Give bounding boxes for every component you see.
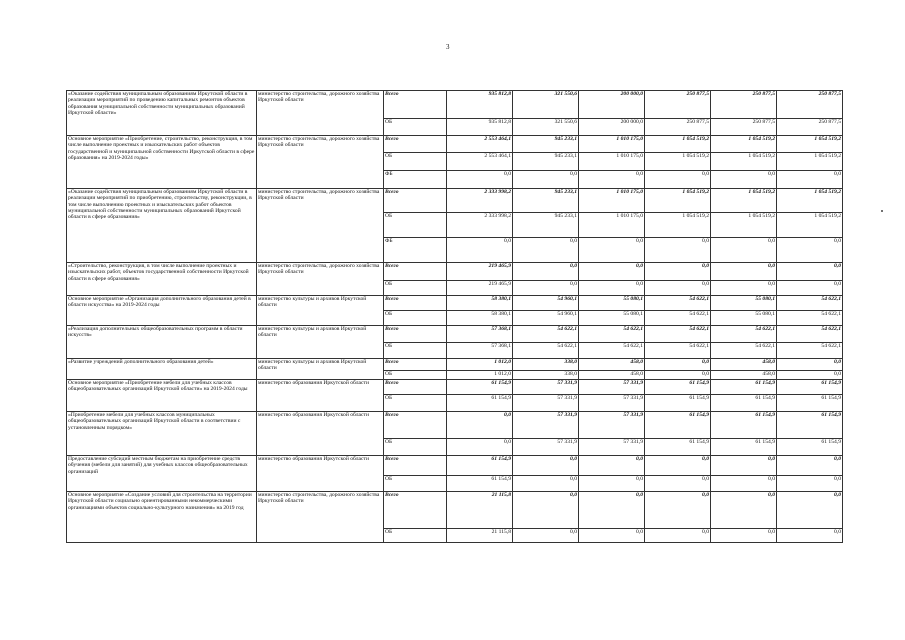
responsible-cell: министерство культуры и архивов Иркутской области	[257, 326, 384, 359]
amount-cell: 1 054 519,2	[711, 213, 777, 238]
amount-cell: 0,0	[579, 492, 645, 529]
responsible-cell: министерство строительства, дорожного хозяйства Иркутской области	[257, 263, 384, 296]
amount-cell: 61 154,9	[777, 380, 843, 395]
amount-cell: 55 080,1	[579, 311, 645, 326]
funding-source-cell: ФБ	[384, 238, 447, 263]
amount-cell: 0,0	[579, 263, 645, 281]
amount-cell: 250 877,5	[645, 119, 711, 136]
amount-cell: 1 054 519,2	[777, 136, 843, 153]
amount-cell: 1 054 519,2	[645, 189, 711, 213]
amount-cell: 0,0	[513, 281, 579, 296]
amount-cell: 61 154,9	[777, 412, 843, 439]
amount-cell: 54 622,1	[645, 326, 711, 343]
amount-cell: 61 154,9	[447, 456, 513, 476]
funding-source-cell: ОБ	[384, 371, 447, 380]
amount-cell: 935 812,8	[447, 91, 513, 119]
amount-cell: 0,0	[579, 238, 645, 263]
amount-cell: 0,0	[579, 529, 645, 543]
amount-cell: 61 154,9	[645, 439, 711, 456]
amount-cell: 1 054 519,2	[777, 153, 843, 171]
responsible-cell: министерство образования Иркутской области	[257, 456, 384, 492]
amount-cell: 57 331,9	[513, 395, 579, 412]
table-row	[67, 296, 843, 311]
amount-cell: 1 012,0	[447, 371, 513, 380]
amount-cell: 61 154,9	[645, 380, 711, 395]
amount-cell: 57 331,9	[513, 380, 579, 395]
table-row	[67, 91, 843, 119]
amount-cell: 219 465,9	[447, 263, 513, 281]
amount-cell: 0,0	[579, 171, 645, 189]
amount-cell: 0,0	[777, 171, 843, 189]
amount-cell: 1 010 175,0	[579, 189, 645, 213]
amount-cell: 0,0	[645, 529, 711, 543]
activity-name-cell: «Оказание содействия муниципальным образованиям Иркутской области в реализации мероприятий по приобретению, строительству, реконструкции, в том числе выполнению проектных и изыскательских работ объектов муниципальной собственности муниципальных образований Иркутской области в сфере образования»	[67, 189, 257, 263]
activity-name-cell: «Приобретение мебели для учебных классов муниципальных общеобразовательных организаций Иркутской области в соответствии с установленным порядком»	[67, 412, 257, 456]
amount-cell: 321 550,6	[513, 91, 579, 119]
amount-cell: 945 233,1	[513, 153, 579, 171]
amount-cell: 0,0	[777, 456, 843, 476]
funding-source-cell: Всего	[384, 412, 447, 439]
amount-cell: 0,0	[645, 238, 711, 263]
table-row	[67, 326, 843, 343]
amount-cell: 458,0	[711, 371, 777, 380]
activity-name-cell: Основное мероприятие «Организация дополнительного образования детей в области искусства» на 2019-2024 годы	[67, 296, 257, 326]
amount-cell: 54 622,1	[645, 311, 711, 326]
amount-cell: 57 368,1	[447, 326, 513, 343]
amount-cell: 945 233,1	[513, 189, 579, 213]
amount-cell: 57 331,9	[579, 395, 645, 412]
amount-cell: 61 154,9	[645, 395, 711, 412]
amount-cell: 0,0	[447, 412, 513, 439]
amount-cell: 0,0	[777, 359, 843, 371]
amount-cell: 0,0	[777, 238, 843, 263]
amount-cell: 0,0	[645, 371, 711, 380]
responsible-cell: министерство строительства, дорожного хозяйства Иркутской области	[257, 91, 384, 136]
amount-cell: 945 233,1	[513, 213, 579, 238]
amount-cell: 61 154,9	[711, 395, 777, 412]
responsible-cell: министерство строительства, дорожного хозяйства Иркутской области	[257, 189, 384, 263]
amount-cell: 0,0	[777, 281, 843, 296]
amount-cell: 57 368,1	[447, 343, 513, 359]
amount-cell: 0,0	[777, 263, 843, 281]
amount-cell: 0,0	[711, 171, 777, 189]
funding-source-cell: ОБ	[384, 476, 447, 492]
amount-cell: 0,0	[579, 456, 645, 476]
amount-cell: 21 115,8	[447, 529, 513, 543]
funding-source-cell: ОБ	[384, 213, 447, 238]
amount-cell: 0,0	[645, 171, 711, 189]
amount-cell: 1 054 519,2	[777, 189, 843, 213]
table-row	[67, 263, 843, 281]
amount-cell: 0,0	[645, 492, 711, 529]
amount-cell: 200 000,0	[579, 91, 645, 119]
activity-name-cell: «Оказание содействия муниципальным образованиям Иркутской области в реализации мероприятий по проведению капитальных ремонтов объектов образования муниципальной собственности муниципальных образований Иркутской области»	[67, 91, 257, 136]
activity-name-cell: Основное мероприятие «Приобретение мебели для учебных классов общеобразовательных организаций Иркутской области» на 2019-2024 годы	[67, 380, 257, 412]
amount-cell: 57 331,9	[579, 380, 645, 395]
amount-cell: 54 622,1	[579, 343, 645, 359]
amount-cell: 0,0	[711, 238, 777, 263]
amount-cell: 250 877,5	[711, 119, 777, 136]
amount-cell: 338,0	[513, 359, 579, 371]
amount-cell: 57 331,9	[513, 412, 579, 439]
amount-cell: 58 380,1	[447, 311, 513, 326]
activity-name-cell: Основное мероприятие «Приобретение, строительство, реконструкция, в том числе выполнение проектных и изыскательских работ объектов государственной и муниципальной собственности Иркутской области в сфере образования» на 2019-2024 годы»	[67, 136, 257, 189]
amount-cell: 1 054 519,2	[777, 213, 843, 238]
amount-cell: 61 154,9	[777, 395, 843, 412]
responsible-cell: министерство культуры и архивов Иркутской области	[257, 296, 384, 326]
amount-cell: 2 333 998,2	[447, 213, 513, 238]
responsible-cell: министерство образования Иркутской области	[257, 380, 384, 412]
table-row	[67, 380, 843, 395]
amount-cell: 54 622,1	[711, 326, 777, 343]
funding-source-cell: Всего	[384, 456, 447, 476]
scan-speck	[881, 210, 883, 212]
amount-cell: 54 622,1	[777, 296, 843, 311]
amount-cell: 61 154,9	[711, 412, 777, 439]
funding-source-cell: ОБ	[384, 153, 447, 171]
funding-source-cell: ОБ	[384, 439, 447, 456]
amount-cell: 55 080,1	[711, 311, 777, 326]
amount-cell: 0,0	[513, 476, 579, 492]
amount-cell: 1 010 175,0	[579, 136, 645, 153]
funding-source-cell: Всего	[384, 380, 447, 395]
amount-cell: 2 553 464,1	[447, 136, 513, 153]
funding-source-cell: Всего	[384, 492, 447, 529]
amount-cell: 0,0	[777, 529, 843, 543]
amount-cell: 1 054 519,2	[645, 136, 711, 153]
page-number: 3	[446, 43, 450, 51]
amount-cell: 0,0	[513, 456, 579, 476]
amount-cell: 0,0	[711, 492, 777, 529]
amount-cell: 0,0	[579, 281, 645, 296]
funding-source-cell: ОБ	[384, 281, 447, 296]
amount-cell: 321 550,6	[513, 119, 579, 136]
amount-cell: 250 877,5	[645, 91, 711, 119]
funding-source-cell: Всего	[384, 136, 447, 153]
amount-cell: 1 054 519,2	[645, 213, 711, 238]
amount-cell: 0,0	[645, 359, 711, 371]
amount-cell: 935 812,8	[447, 119, 513, 136]
amount-cell: 61 154,9	[645, 412, 711, 439]
amount-cell: 0,0	[447, 238, 513, 263]
amount-cell: 0,0	[711, 281, 777, 296]
funding-source-cell: ОБ	[384, 395, 447, 412]
amount-cell: 2 553 464,1	[447, 153, 513, 171]
table-row	[67, 456, 843, 476]
amount-cell: 0,0	[711, 263, 777, 281]
responsible-cell: министерство культуры и архивов Иркутской области	[257, 359, 384, 380]
amount-cell: 458,0	[711, 359, 777, 371]
amount-cell: 54 622,1	[777, 343, 843, 359]
amount-cell: 57 331,9	[579, 412, 645, 439]
amount-cell: 57 331,9	[579, 439, 645, 456]
activity-name-cell: Предоставление субсидий местным бюджетам на приобретение средств обучения (мебели для занятий) для учебных классов общеобразовательных организаций	[67, 456, 257, 492]
amount-cell: 0,0	[447, 439, 513, 456]
activity-name-cell: Основное мероприятие «Создание условий для строительства на территории Иркутской области социально ориентированными некоммерческими организациями объектов социально-культурного назначения» на 2019 год	[67, 492, 257, 543]
funding-source-cell: ОБ	[384, 311, 447, 326]
amount-cell: 61 154,9	[711, 439, 777, 456]
amount-cell: 58 380,1	[447, 296, 513, 311]
amount-cell: 945 233,1	[513, 136, 579, 153]
funding-source-cell: Всего	[384, 189, 447, 213]
amount-cell: 54 622,1	[711, 343, 777, 359]
activity-name-cell: «Реализация дополнительных общеобразовательных программ в области искусств»	[67, 326, 257, 359]
amount-cell: 0,0	[579, 476, 645, 492]
funding-source-cell: ОБ	[384, 119, 447, 136]
amount-cell: 1 010 175,0	[579, 213, 645, 238]
amount-cell: 2 333 998,2	[447, 189, 513, 213]
amount-cell: 250 877,5	[777, 91, 843, 119]
activity-name-cell: «Развитие учреждений дополнительного образования детей»	[67, 359, 257, 380]
funding-source-cell: ФБ	[384, 171, 447, 189]
amount-cell: 0,0	[645, 476, 711, 492]
amount-cell: 54 622,1	[777, 311, 843, 326]
funding-source-cell: Всего	[384, 263, 447, 281]
amount-cell: 338,0	[513, 371, 579, 380]
table-row	[67, 492, 843, 529]
amount-cell: 61 154,9	[777, 439, 843, 456]
amount-cell: 54 622,1	[513, 326, 579, 343]
amount-cell: 250 877,5	[711, 91, 777, 119]
amount-cell: 1 012,0	[447, 359, 513, 371]
budget-table	[66, 90, 843, 543]
amount-cell: 1 054 519,2	[711, 189, 777, 213]
amount-cell: 54 622,1	[645, 296, 711, 311]
amount-cell: 55 080,1	[579, 296, 645, 311]
responsible-cell: министерство строительства, дорожного хозяйства Иркутской области	[257, 492, 384, 543]
funding-source-cell: Всего	[384, 296, 447, 311]
amount-cell: 54 622,1	[579, 326, 645, 343]
activity-name-cell: «Строительство, реконструкция, в том числе выполнение проектных и изыскательских работ, объектов государственной собственности Иркутской области в сфере образования»	[67, 263, 257, 296]
amount-cell: 21 115,8	[447, 492, 513, 529]
amount-cell: 54 622,1	[777, 326, 843, 343]
amount-cell: 0,0	[513, 529, 579, 543]
amount-cell: 458,0	[579, 371, 645, 380]
amount-cell: 54 960,1	[513, 311, 579, 326]
amount-cell: 54 622,1	[513, 343, 579, 359]
amount-cell: 219 465,9	[447, 281, 513, 296]
amount-cell: 0,0	[777, 476, 843, 492]
amount-cell: 54 960,1	[513, 296, 579, 311]
funding-source-cell: Всего	[384, 91, 447, 119]
table-row	[67, 412, 843, 439]
amount-cell: 0,0	[645, 263, 711, 281]
amount-cell: 458,0	[579, 359, 645, 371]
amount-cell: 55 080,1	[711, 296, 777, 311]
amount-cell: 57 331,9	[513, 439, 579, 456]
amount-cell: 54 622,1	[645, 343, 711, 359]
amount-cell: 1 054 519,2	[711, 153, 777, 171]
amount-cell: 1 054 519,2	[645, 153, 711, 171]
amount-cell: 0,0	[645, 456, 711, 476]
table-row	[67, 189, 843, 213]
amount-cell: 61 154,9	[447, 380, 513, 395]
amount-cell: 61 154,9	[447, 476, 513, 492]
amount-cell: 61 154,9	[711, 380, 777, 395]
table-row	[67, 136, 843, 153]
funding-source-cell: ОБ	[384, 343, 447, 359]
amount-cell: 0,0	[513, 263, 579, 281]
table-row	[67, 359, 843, 371]
amount-cell: 1 054 519,2	[711, 136, 777, 153]
amount-cell: 0,0	[711, 456, 777, 476]
amount-cell: 0,0	[777, 371, 843, 380]
amount-cell: 0,0	[645, 281, 711, 296]
amount-cell: 0,0	[513, 492, 579, 529]
amount-cell: 250 877,5	[777, 119, 843, 136]
amount-cell: 200 000,0	[579, 119, 645, 136]
responsible-cell: министерство образования Иркутской области	[257, 412, 384, 456]
amount-cell: 0,0	[513, 171, 579, 189]
amount-cell: 1 010 175,0	[579, 153, 645, 171]
responsible-cell: министерство строительства, дорожного хозяйства Иркутской области	[257, 136, 384, 189]
amount-cell: 61 154,9	[447, 395, 513, 412]
funding-source-cell: Всего	[384, 359, 447, 371]
funding-source-cell: ОБ	[384, 529, 447, 543]
amount-cell: 0,0	[711, 529, 777, 543]
amount-cell: 0,0	[711, 476, 777, 492]
amount-cell: 0,0	[777, 492, 843, 529]
amount-cell: 0,0	[447, 171, 513, 189]
amount-cell: 0,0	[513, 238, 579, 263]
funding-source-cell: Всего	[384, 326, 447, 343]
